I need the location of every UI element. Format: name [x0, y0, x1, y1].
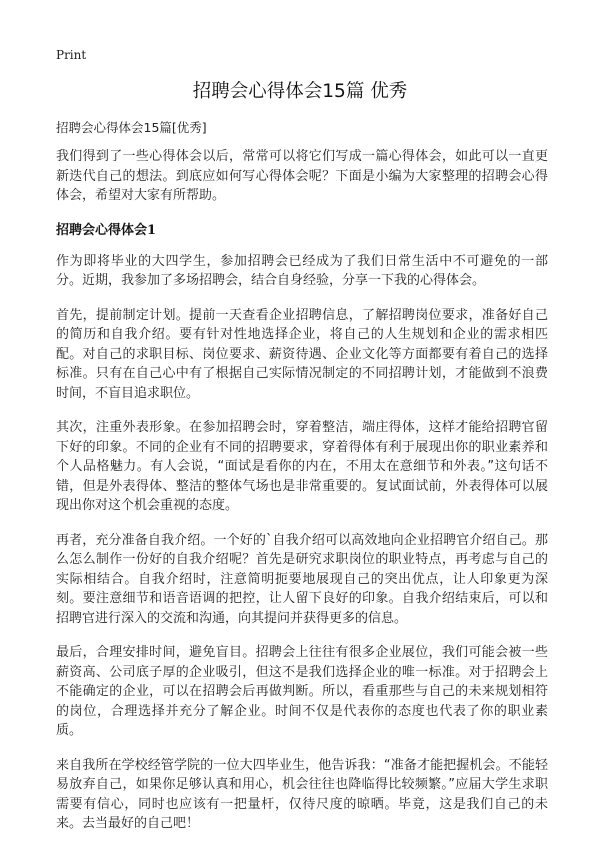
- body-paragraph: 来自我所在学校经管学院的一位大四毕业生，他告诉我：“准备才能把握机会。不能轻易放弃自己，如果你足够认真和用心，机会往往也降临得比较频繁。”应届大学生求职需要有信心，同时也应该有一把量杆，仅待尺度的晾晒。毕竟，这是我们自己的未来。去当最好的自己吧！: [56, 757, 548, 831]
- body-paragraph: 作为即将毕业的大四学生，参加招聘会已经成为了我们日常生活中不可避免的一部分。近期，我参加了多场招聘会，结合自身经验，分享一下我的心得体会。: [56, 253, 548, 288]
- body-paragraph: 首先，提前制定计划。提前一天查看企业招聘信息，了解招聘岗位要求，准备好自己的简历和自我介绍。要有针对性地选择企业，将自己的人生规划和企业的需求相匹配。对自己的求职目标、岗位要求、薪资待遇、企业文化等方面都要有着自己的选择标准。只有在自己心中有了根据自己实际情况制定的不同招聘计划，才能做到不浪费时间，不盲目追求职位。: [56, 307, 548, 401]
- article-subtitle: 招聘会心得体会15篇[优秀]: [56, 120, 207, 135]
- intro-paragraph: 我们得到了一些心得体会以后，常常可以将它们写成一篇心得体会，如此可以一直更新迭代自己的想法。到底应如何写心得体会呢？下面是小编为大家整理的招聘会心得体会，希望对大家有所帮助。: [56, 149, 548, 203]
- body-paragraph: 其次，注重外表形象。在参加招聘会时，穿着整洁，端庄得体，这样才能给招聘官留下好的印象。不同的企业有不同的招聘要求，穿着得体有利于展现出你的职业素养和个人品格魅力。有人会说，“面试是看你的内在，不用太在意细节和外表。”这句话不错，但是外表得体、整洁的整体气场也是非常重要的。复试面试前，外表得体可以展现出你对这个机会重视的态度。: [56, 420, 548, 513]
- section-heading: 招聘会心得体会1: [56, 222, 157, 238]
- body-paragraph: 最后，合理安排时间，避免盲目。招聘会上往往有很多企业展位，我们可能会被一些薪资高、公司底子厚的企业吸引，但这不是我们选择企业的唯一标准。对于招聘会上不能确定的企业，可以在招聘会后再做判断。所以，看重那些与自己的未来规划相符的岗位，合理选择并充分了解企业。时间不仅是代表你的态度也代表了你的职业素质。: [56, 645, 548, 738]
- article-body: [56, 147, 548, 849]
- body-paragraph: 再者，充分准备自我介绍。一个好的`自我介绍可以高效地向企业招聘官介绍自己。那么怎么制作一份好的自我介绍呢？首先是研究求职岗位的职业特点，再考虑与自己的实际相结合。自我介绍时，注意简明扼要地展现自己的突出优点，让人印象更为深刻。要注意细节和语音语调的把控，让人留下良好的印象。自我介绍结束后，可以和招聘官进行深入的交流和沟通，向其提问并获得更多的信息。: [56, 532, 548, 626]
- print-link[interactable]: Print: [56, 48, 87, 62]
- page-title: 招聘会心得体会15篇 优秀: [192, 81, 408, 102]
